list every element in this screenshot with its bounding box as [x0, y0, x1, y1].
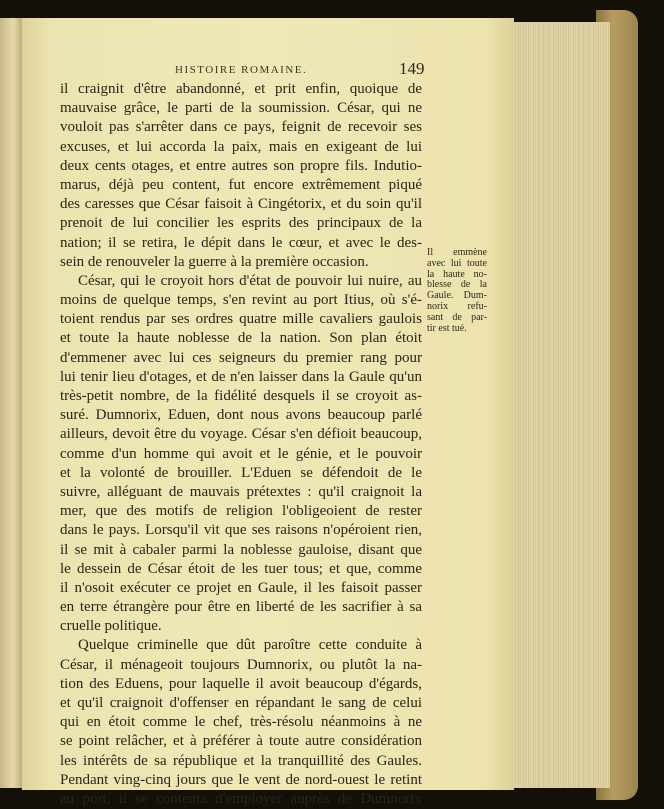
text-line: il se mit à cabaler parmi la noblesse gauloise, disant que: [60, 541, 422, 558]
text-line: comme d'un homme qui avoit et le génie, et le pouvoir: [60, 445, 422, 462]
text-line: mer, que des motifs de religion l'obligeoient de rester: [60, 503, 422, 520]
text-line: ailleurs, devoit être du voyage. César s'en défioit beaucoup,: [60, 426, 422, 443]
margin-note-line: norix refu-: [427, 300, 487, 312]
text-line: deux cents otages, et entre autres son propre fils. Indutio-: [60, 157, 422, 174]
text-line: des caresses que César faisoit à Cingétorix, et du soin qu'il: [60, 196, 422, 213]
body-text: [60, 80, 422, 809]
margin-note: [427, 248, 487, 334]
text-line: au port, il se contenta d'employer auprès de Dumnorix: [60, 790, 422, 807]
text-line: d'emmener avec lui ces seigneurs du premier rang pour: [60, 349, 422, 366]
margin-note-line: la haute no-: [427, 268, 487, 280]
text-line: et qu'il craignoit d'offenser en répandant le sang de celui: [60, 695, 422, 711]
running-title: HISTOIRE ROMAINE.: [175, 64, 308, 76]
margin-note-line: Gaule. Dum-: [427, 290, 487, 302]
text-line: qui en étoit comme le chef, très-résolu néanmoins à ne: [60, 714, 422, 731]
margin-note-line: tir est tué.: [427, 322, 467, 334]
text-line: prenoit de lui concilier les esprits des principaux de la: [60, 215, 422, 232]
text-line: Pendant ving-cinq jours que le vent de nord-ouest le retint: [60, 771, 422, 788]
text-line: et la volonté de brouiller. L'Eduen se défendoit de le: [60, 464, 422, 481]
margin-note-line: sant de par-: [427, 311, 487, 323]
text-line: sein de renouveler la guerre à la première occasion.: [60, 253, 369, 270]
text-line: les intérêts de sa république et la tranquillité des Gaules.: [60, 752, 422, 769]
text-line: le dessein de César étoit de les tuer tous; et que, comme: [60, 560, 422, 577]
text-line: il craignit d'être abandonné, et prit enfin, quoique de: [60, 81, 422, 97]
text-line: suré. Dumnorix, Eduen, dont nous avons beaucoup parlé: [60, 407, 422, 424]
text-line: se point relâcher, et à préférer à toute autre considération: [60, 733, 422, 750]
text-line: en terre étrangère pour être en liberté de les sacrifier à sa: [60, 599, 422, 616]
text-line: moins de quelque temps, s'en revint au port Itius, où s'é-: [60, 292, 422, 309]
text-line: excuses, et lui accorda la paix, mais en exigeant de lui: [60, 138, 422, 155]
text-line: cruelle politique.: [60, 618, 162, 635]
margin-note-line: avec lui toute: [427, 257, 487, 269]
text-line: vouloit pas s'arrêter dans ce pays, feignit de recevoir ses: [60, 119, 422, 136]
page-block-edge: [514, 22, 610, 788]
text-line: dans le pays. Lorsqu'il vit que ses raisons n'opéroient rien,: [60, 522, 422, 539]
text-line: César, qui le croyoit hors d'état de pouvoir lui nuire, au: [78, 272, 422, 289]
page-number: 149: [399, 59, 425, 78]
text-line: Quelque criminelle que dût paroître cette conduite à: [78, 637, 422, 654]
text-line: et toute la haute noblesse de la nation. Son plan étoit: [60, 330, 422, 347]
text-line: très-petit nombre, de la fidélité desquels il se croyoit as-: [60, 388, 422, 404]
text-line: mauvaise grâce, le parti de la soumission. César, qui ne: [60, 100, 422, 117]
facing-page-edge: [0, 18, 22, 788]
text-line: César, il ménageoit toujours Dumnorix, ou plutôt la na-: [60, 656, 422, 673]
text-line: tion des Eduens, pour laquelle il avoit beaucoup d'égards,: [60, 675, 422, 692]
text-line: marus, déjà peu content, fut encore extrêmement piqué: [60, 176, 422, 193]
text-line: nation; il se retira, le dépit dans le cœur, et avec le des-: [60, 234, 422, 251]
margin-note-line: blesse de la: [427, 279, 487, 291]
text-line: il n'osoit exécuter ce projet en Gaule, il les faisoit passer: [60, 579, 422, 596]
margin-note-line: Il emmène: [427, 247, 487, 258]
text-line: suivre, alléguant de mauvais prétextes : qu'il craignoit la: [60, 483, 422, 500]
text-line: toient rendus par ses ordres quatre mille cavaliers gaulois: [60, 311, 422, 328]
text-line: lui tenir lieu d'otages, et de n'en laisser dans la Gaule qu'un: [60, 368, 422, 385]
